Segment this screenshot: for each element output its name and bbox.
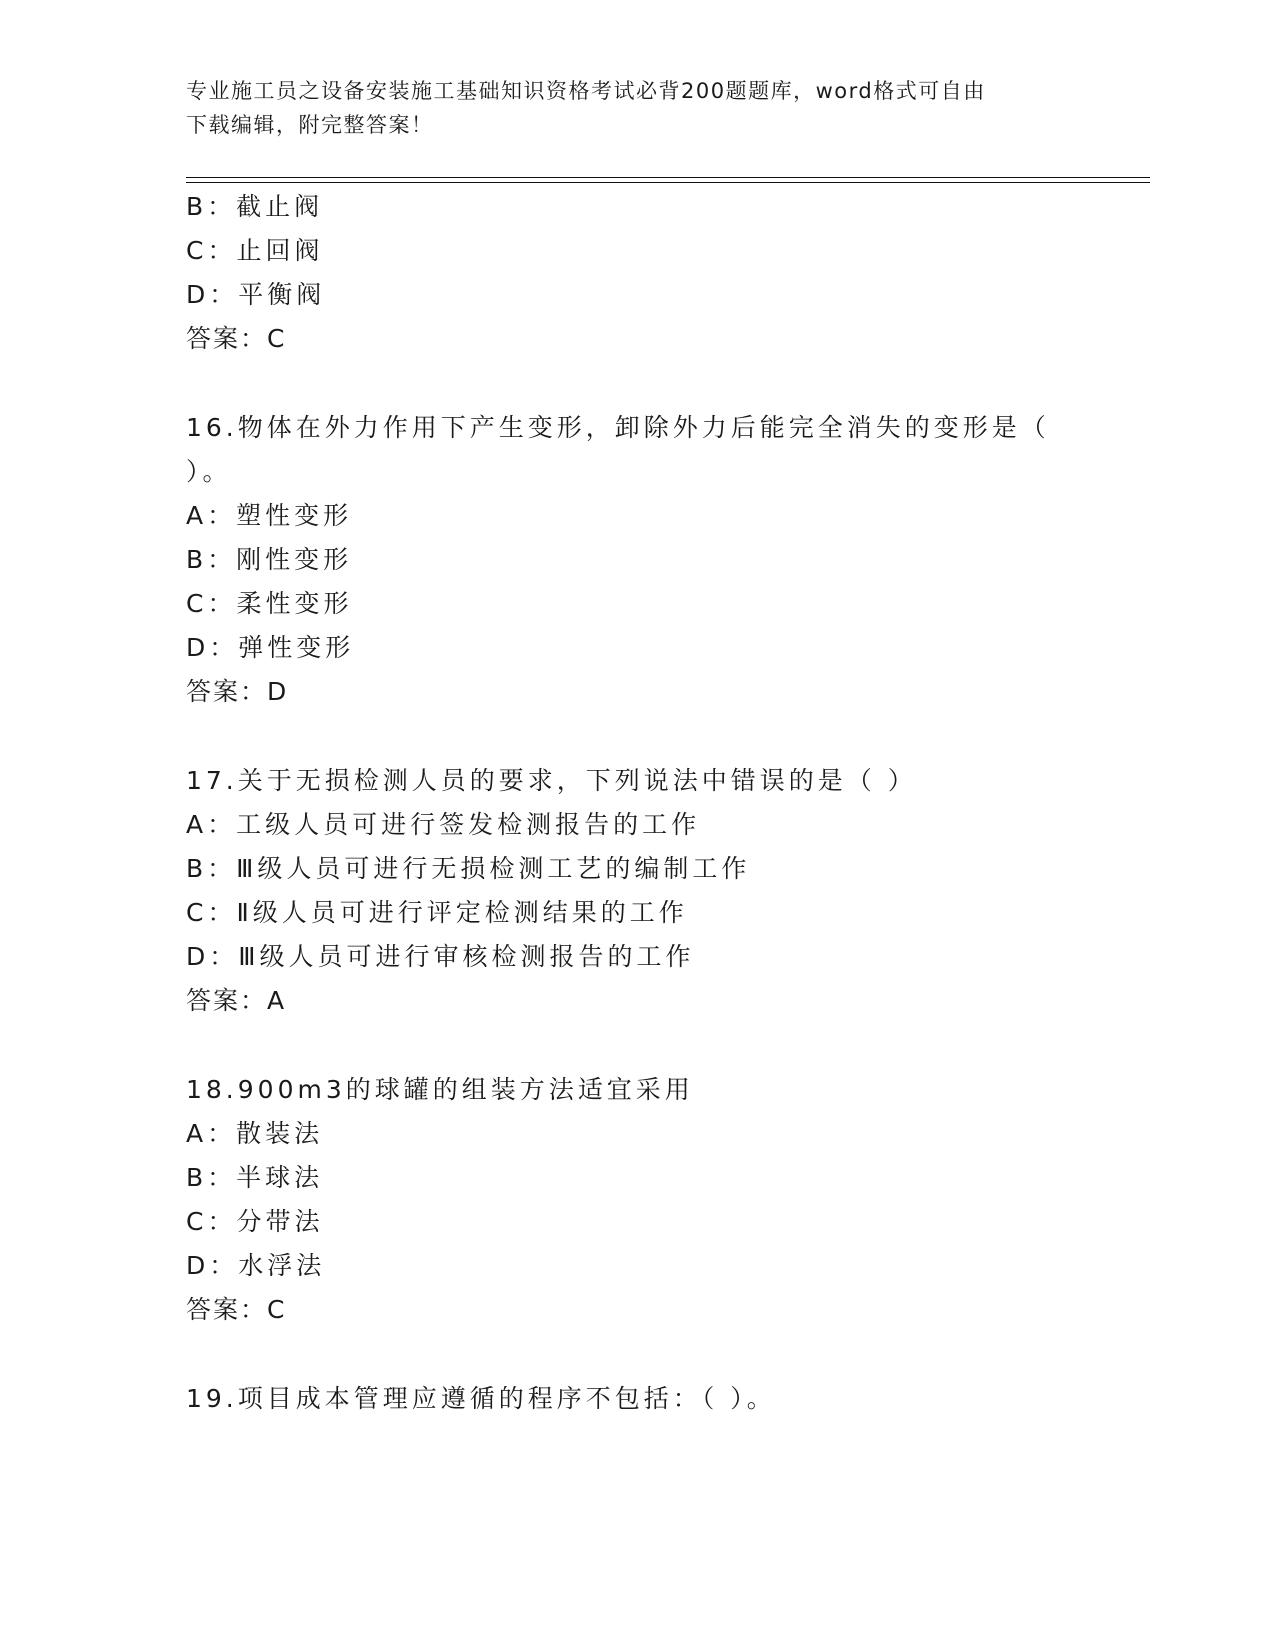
option-a: A：塑性变形 xyxy=(186,501,353,530)
option-a: A：工级人员可进行签发检测报告的工作 xyxy=(186,810,701,839)
option-d: D：水浮法 xyxy=(186,1251,326,1280)
header-rule-bottom xyxy=(186,182,1150,183)
answer: 答案：A xyxy=(186,986,287,1015)
option-d: D：弹性变形 xyxy=(186,633,355,662)
header-line-1: 专业施工员之设备安装施工基础知识资格考试必背200题题库，word格式可自由 xyxy=(186,79,986,103)
option-c: C：柔性变形 xyxy=(186,589,353,618)
answer: 答案：C xyxy=(186,1295,287,1324)
question-stem: 19.项目成本管理应遵循的程序不包括：（ ）。 xyxy=(186,1384,776,1413)
option-b: B：刚性变形 xyxy=(186,545,353,574)
option-c: C：Ⅱ级人员可进行评定检测结果的工作 xyxy=(186,898,688,927)
option-a: A：散装法 xyxy=(186,1119,324,1148)
question-stem: 16.物体在外力作用下产生变形，卸除外力后能完全消失的变形是（ xyxy=(186,413,1050,442)
header-rule-top xyxy=(186,177,1150,178)
header-line-2: 下载编辑，附完整答案！ xyxy=(186,113,434,137)
answer: 答案：C xyxy=(186,324,287,353)
option-b: B：Ⅲ级人员可进行无损检测工艺的编制工作 xyxy=(186,854,751,883)
option-c: C：分带法 xyxy=(186,1207,324,1236)
option-d: D：Ⅲ级人员可进行审核检测报告的工作 xyxy=(186,942,695,971)
question-stem: 18.900m3的球罐的组装方法适宜采用 xyxy=(186,1075,694,1104)
option-d: D：平衡阀 xyxy=(186,280,326,309)
document-header xyxy=(186,74,1086,142)
answer: 答案：D xyxy=(186,677,289,706)
question-stem: 17.关于无损检测人员的要求，下列说法中错误的是（ ） xyxy=(186,766,917,795)
option-c: C：止回阀 xyxy=(186,236,324,265)
question-stem-continued: ）。 xyxy=(186,457,232,486)
option-b: B：截止阀 xyxy=(186,192,324,221)
option-b: B：半球法 xyxy=(186,1163,324,1192)
